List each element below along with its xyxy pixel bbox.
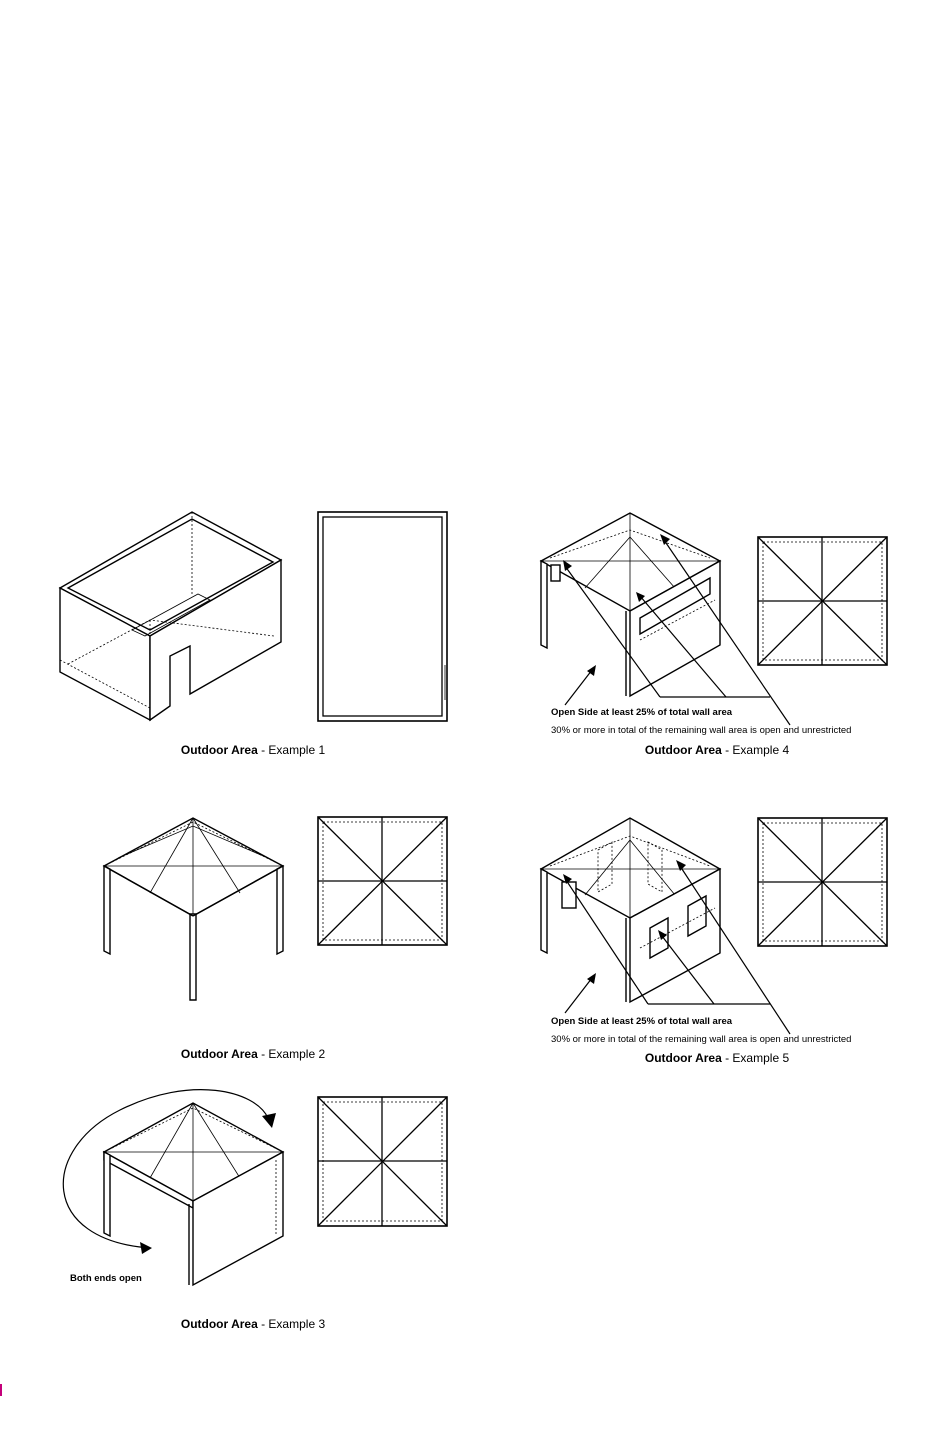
example-4-note-open-side: Open Side at least 25% of total wall area bbox=[551, 707, 733, 718]
example-3-plan bbox=[318, 1097, 447, 1226]
example-2-caption: Outdoor Area - Example 2 bbox=[180, 1047, 326, 1061]
example-1-caption: Outdoor Area - Example 1 bbox=[180, 743, 326, 757]
example-5-note-open-side: Open Side at least 25% of total wall area bbox=[551, 1016, 733, 1027]
example-5-note-remaining: 30% or more in total of the remaining wall area is open and unrestricted bbox=[551, 1034, 852, 1045]
example-3-note: Both ends open bbox=[70, 1273, 142, 1284]
example-3-caption: Outdoor Area - Example 3 bbox=[180, 1317, 326, 1331]
example-5-plan bbox=[758, 818, 887, 946]
example-1-plan bbox=[318, 512, 447, 721]
example-3-isometric bbox=[63, 1090, 283, 1285]
example-1-isometric bbox=[60, 512, 281, 720]
example-5-isometric bbox=[541, 818, 790, 1034]
example-5-caption: Outdoor Area - Example 5 bbox=[644, 1051, 790, 1065]
page-edge-marker bbox=[0, 1384, 2, 1396]
example-2-isometric bbox=[104, 818, 283, 1000]
example-4-note-remaining: 30% or more in total of the remaining wall area is open and unrestricted bbox=[551, 725, 852, 736]
example-4-plan bbox=[758, 537, 887, 665]
example-2-plan bbox=[318, 817, 447, 945]
example-4-caption: Outdoor Area - Example 4 bbox=[644, 743, 790, 757]
example-4-isometric bbox=[541, 513, 790, 725]
